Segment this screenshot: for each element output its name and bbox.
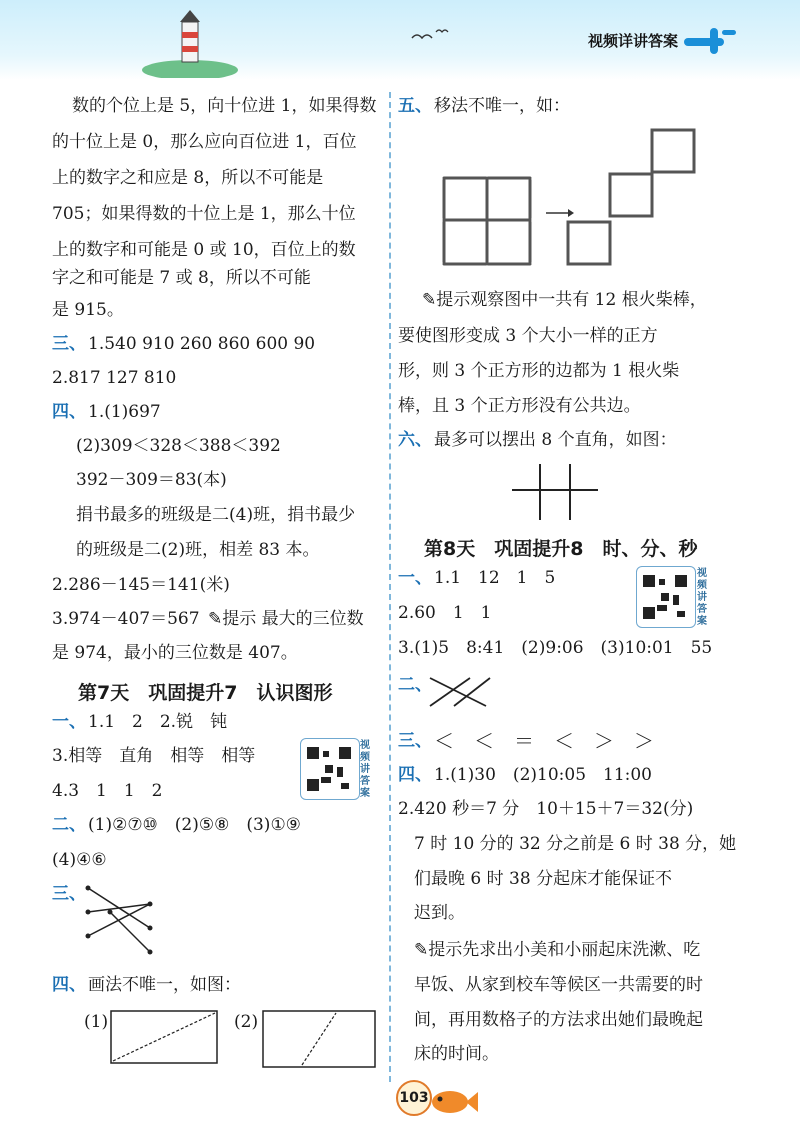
text-line: 705；如果得数的十位上是 1，那么十位 xyxy=(52,204,356,224)
answer-line: 们最晚 6 时 38 分起床才能保证不 xyxy=(414,869,673,889)
answer-line: 1.(1)30 (2)10:05 11:00 xyxy=(434,765,652,785)
text-line: 数的个位上是 5，向十位进 1，如果得数 xyxy=(72,96,377,116)
text-line: 上的数字之和应是 8，所以不可能是 xyxy=(52,168,324,188)
answer-line: 2.420 秒＝7 分 10＋15＋7＝32(分) xyxy=(398,799,694,819)
day8-title: 第8天 巩固提升8 时、分、秒 xyxy=(424,538,698,560)
tip-text: ✎提示先求出小美和小丽起床洗漱、吃 xyxy=(414,940,701,960)
fish-icon xyxy=(428,1086,480,1118)
answer-line: 2.286－145＝141(米) xyxy=(52,575,230,595)
tip-text: 形，则 3 个正方形的边都为 1 根火柴 xyxy=(398,361,680,381)
page-number: 103 xyxy=(396,1080,432,1116)
section-mark: 四、 xyxy=(52,975,86,995)
tip-text: ✎提示 最大的三位数 xyxy=(208,609,364,629)
matchstick-figure-after xyxy=(560,122,720,272)
answer-line: 1.(1)697 xyxy=(88,402,161,422)
answer-line: 2.817 127 810 xyxy=(52,368,177,388)
matching-lines-diagram xyxy=(80,882,160,962)
answer-line: 捐书最多的班级是二(4)班，捐书最少 xyxy=(76,505,356,525)
answer-line: 3.相等 直角 相等 相等 xyxy=(52,746,256,766)
answer-line: 1.540 910 260 860 600 90 xyxy=(88,334,316,354)
header-title: 视频详讲答案 xyxy=(588,32,679,50)
answer-line: (1)②⑦⑩ (2)⑤⑧ (3)①⑨ xyxy=(88,815,301,835)
qr-pattern-icon xyxy=(643,575,687,619)
answer-line: 1.1 12 1 5 xyxy=(434,568,556,588)
section-mark: 四、 xyxy=(398,765,432,785)
section-mark: 三、 xyxy=(398,731,432,751)
text-line: 上的数字和可能是 0 或 10，百位上的数 xyxy=(52,240,356,260)
tip-text: ✎提示观察图中一共有 12 根火柴棒， xyxy=(422,290,707,310)
rectangle-figure-2 xyxy=(262,1010,378,1070)
section-mark: 二、 xyxy=(52,815,86,835)
page-header xyxy=(0,0,800,80)
tip-text: 早饭、从家到校车等候区一共需要的时 xyxy=(414,975,703,995)
answer-line: 392－309＝83(本) xyxy=(76,470,227,490)
clock-matching-lines xyxy=(426,672,496,712)
video-logo-icon xyxy=(682,26,742,56)
qr-code[interactable] xyxy=(300,738,360,800)
tip-text: 要使图形变成 3 个大小一样的正方 xyxy=(398,326,658,346)
answer-line: 迟到。 xyxy=(414,903,465,923)
section-mark: 一、 xyxy=(398,568,432,588)
answer-line: 画法不唯一，如图： xyxy=(88,975,241,995)
section-mark: 二、 xyxy=(398,675,432,695)
qr-code[interactable] xyxy=(636,566,696,628)
answer-line: 3.(1)5 8:41 (2)9:06 (3)10:01 55 xyxy=(398,638,713,658)
answer-line: 移法不唯一，如： xyxy=(434,96,570,116)
answer-line: 4.3 1 1 2 xyxy=(52,781,163,801)
answer-line: (4)④⑥ xyxy=(52,850,107,870)
tip-text: 间，再用数格子的方法求出她们最晚起 xyxy=(414,1010,703,1030)
answer-line: 1.1 2 2.锐 钝 xyxy=(88,712,228,732)
answer-line: 的班级是二(2)班，相差 83 本。 xyxy=(76,540,320,560)
matchstick-figure-before xyxy=(438,172,538,272)
section-mark: 五、 xyxy=(398,96,432,116)
tip-pen-icon: ✎ xyxy=(422,290,437,310)
tip-text: 棒，且 3 个正方形没有公共边。 xyxy=(398,396,641,416)
qr-label: 视频讲答案 xyxy=(360,740,370,799)
section-mark: 六、 xyxy=(398,430,432,450)
qr-pattern-icon xyxy=(307,747,351,791)
text-line: 的十位上是 0，那么应向百位进 1，百位 xyxy=(52,132,357,152)
figure-label: (1) xyxy=(84,1012,109,1032)
answer-line: 2.60 1 1 xyxy=(398,603,492,623)
section-mark: 四、 xyxy=(52,402,86,422)
answer-line: (2)309＜328＜388＜392 xyxy=(76,436,281,456)
column-divider xyxy=(389,92,391,1082)
answer-line: 7 时 10 分的 32 分之前是 6 时 38 分，她 xyxy=(414,834,737,854)
answer-line: 最多可以摆出 8 个直角，如图： xyxy=(434,430,677,450)
qr-label: 视频讲答案 xyxy=(697,568,707,627)
day7-title: 第7天 巩固提升7 认识图形 xyxy=(78,682,333,704)
tip-text: 床的时间。 xyxy=(414,1044,499,1064)
tip-pen-icon: ✎ xyxy=(414,940,429,960)
section-mark: 一、 xyxy=(52,712,86,732)
lighthouse-icon xyxy=(140,8,250,78)
section-mark: 三、 xyxy=(52,884,86,904)
text-line: 是 915。 xyxy=(52,300,124,320)
tip-pen-icon: ✎ xyxy=(208,609,223,629)
right-angle-figure xyxy=(510,462,600,522)
rectangle-figure-1 xyxy=(110,1010,220,1066)
answer-line: 是 974，最小的三位数是 407。 xyxy=(52,643,298,663)
answer-line: ＜ ＜ ＝ ＜ ＞ ＞ xyxy=(434,729,654,753)
figure-label: (2) xyxy=(234,1012,259,1032)
section-mark: 三、 xyxy=(52,334,86,354)
birds-icon xyxy=(410,26,450,46)
answer-line: 3.974－407＝567 xyxy=(52,609,200,629)
text-line: 字之和可能是 7 或 8，所以不可能 xyxy=(52,268,311,288)
